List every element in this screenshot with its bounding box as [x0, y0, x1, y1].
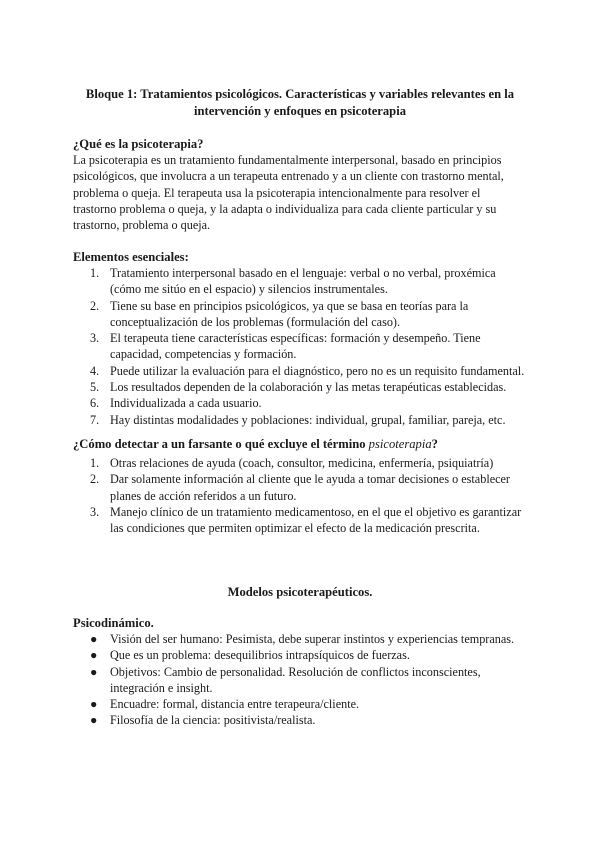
que-es-heading: ¿Qué es la psicoterapia? [73, 137, 204, 151]
psicodinamico-heading: Psicodinámico. [73, 616, 154, 630]
elementos-list [73, 265, 525, 428]
bullet-icon: ● [90, 713, 98, 728]
bullet-icon: ● [90, 648, 98, 663]
list-item: ● Visión del ser humano: Pesimista, debe superar instintos y experiencias tempranas. [90, 632, 515, 646]
list-item: 1. Tratamiento interpersonal basado en el lenguaje: verbal o no verbal, proxémica (cómo me sitúo en el espacio) y silencios instrumentales. [90, 266, 496, 297]
bullet-icon: ● [90, 632, 98, 646]
list-item: 5. Los resultados dependen de la colaboración y las metas terapéuticas establecidas. [90, 380, 507, 395]
list-item: ● Que es un problema: desequilibrios intrapsíquicos de fuerzas. [90, 648, 410, 663]
list-item: 2. Dar solamente información al cliente que le ayuda a tomar decisiones o establecer planes de acción referidos a un futuro. [90, 472, 510, 503]
list-item: 4. Puede utilizar la evaluación para el diagnóstico, pero no es un requisito fundamental. [90, 363, 525, 378]
list-item: 2. Tiene su base en principios psicológicos, ya que se basa en teorías para la conceptualización de los problemas (formulación del caso). [90, 298, 469, 329]
document-title [70, 86, 530, 120]
list-item: 6. Individualizada a cada usuario. [90, 396, 262, 411]
title-line-2: intervención y enfoques en psicoterapia [194, 104, 406, 118]
psicodinamico-list [73, 631, 525, 729]
bullet-icon: ● [90, 697, 98, 712]
modelos-title: Modelos psicoterapéuticos. [227, 585, 373, 599]
bullet-icon: ● [90, 664, 98, 679]
list-item: ● Filosofía de la ciencia: positivista/realista. [90, 713, 316, 728]
list-item: 1. Otras relaciones de ayuda (coach, consultor, medicina, enfermería, psiquiatría) [90, 456, 494, 470]
que-es-paragraph: La psicoterapia es un tratamiento fundamentalmente interpersonal, basado en principios psicológicos, que involucra a un terapeuta entrenado y a un cliente con trastorno mental, problema o queja. El terapeuta usa la psicoterapia intencionalmente para resolver el trastorno problema o queja, y la adapta o individualiza para cada cliente particular y su trastorno, problema o queja. [73, 153, 504, 233]
farsante-list [73, 455, 525, 536]
list-item: ● Objetivos: Cambio de personalidad. Resolución de conflictos inconscientes, integración e insight. [90, 664, 481, 695]
list-item: 7. Hay distintas modalidades y poblaciones: individual, grupal, familiar, pareja, etc. [90, 412, 506, 427]
list-item: 3. Manejo clínico de un tratamiento medicamentoso, en el que el objetivo es garantizar las condiciones que permiten optimizar el efecto de la medicación prescrita. [90, 504, 522, 536]
elementos-heading: Elementos esenciales: [73, 250, 189, 264]
list-item: 3. El terapeuta tiene características específicas: formación y desempeño. Tiene capacidad, competencias y formación. [90, 331, 481, 362]
farsante-heading: ¿Cómo detectar a un farsante o qué excluye el término psicoterapia? [73, 437, 438, 451]
list-item: ● Encuadre: formal, distancia entre terapeura/cliente. [90, 697, 360, 712]
title-line-1: Bloque 1: Tratamientos psicológicos. Características y variables relevantes en la [85, 87, 515, 101]
